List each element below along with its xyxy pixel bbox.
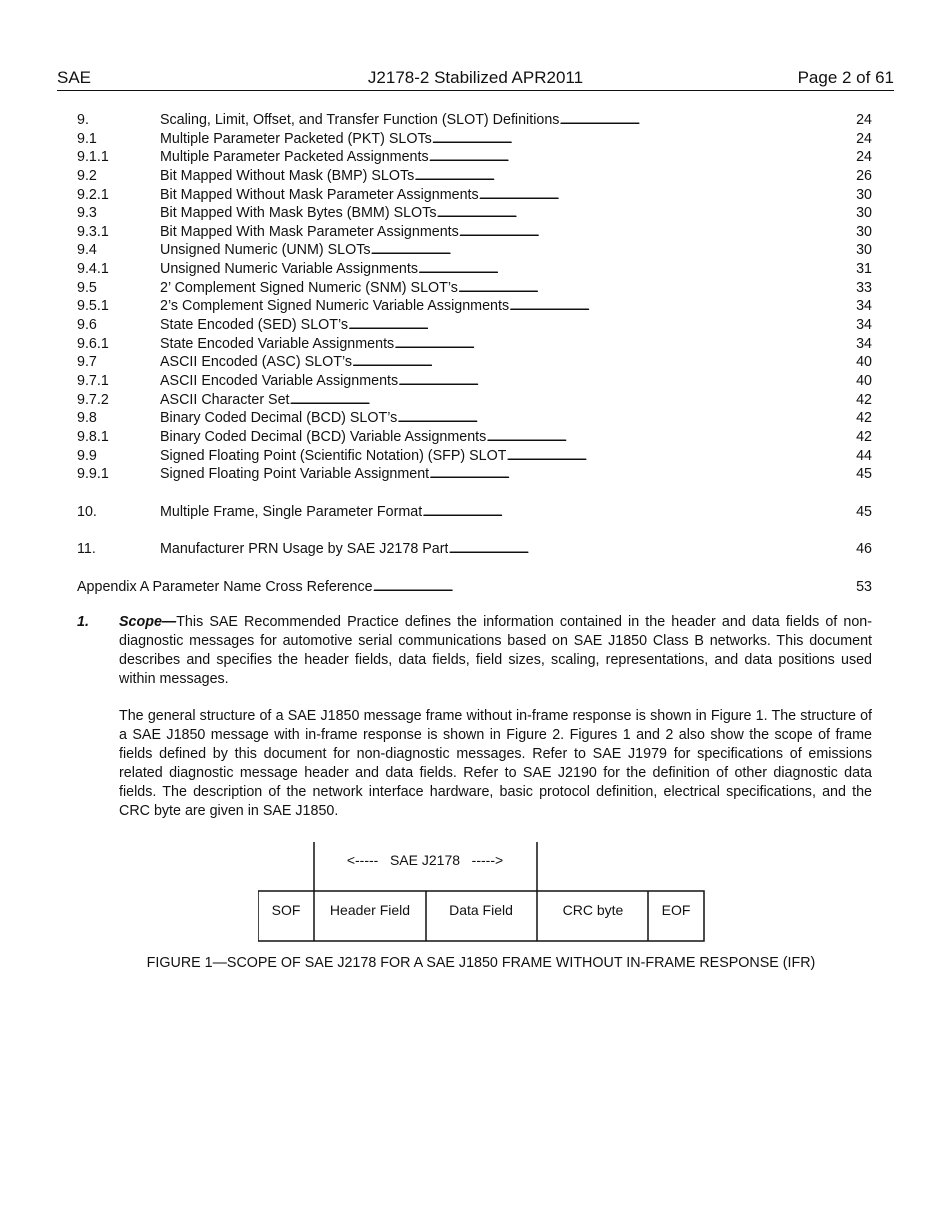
toc-entry-page: 45 (856, 503, 872, 520)
toc-entry-title: Appendix A Parameter Name Cross Reference (77, 579, 373, 596)
toc-entry-number: 9.7.2 (77, 391, 109, 408)
toc-leader-dots (397, 409, 854, 428)
toc-entry-page: 40 (856, 372, 872, 389)
toc-leader-dots (352, 353, 854, 372)
toc-leader-dots (436, 204, 854, 223)
toc-entry[interactable] (77, 540, 872, 559)
toc-entry-number: 9.3.1 (77, 223, 109, 240)
toc-entry-number: 9.6 (77, 317, 97, 334)
toc-entry-number: 9.9.1 (77, 466, 109, 483)
toc-entry-title: Signed Floating Point Variable Assignment (160, 466, 430, 483)
toc-entry-page: 30 (856, 186, 872, 203)
toc-leader-dots (459, 223, 854, 242)
figure-caption: FIGURE 1—SCOPE OF SAE J2178 FOR A SAE J1850 FRAME WITHOUT IN-FRAME RESPONSE (IFR) (146, 955, 816, 971)
toc-leader-dots (418, 260, 854, 279)
toc-leader-dots (506, 447, 854, 466)
scope-paragraph-1-text: This SAE Recommended Practice defines the information contained in the header and data fields of non-diagnostic messages for automotive serial communications based on SAE J1850 Class B networks. This document describes and specifies the header fields, data fields, field sizes, scaling, representations, and data positions used within messages. (119, 614, 872, 687)
toc-entry[interactable] (77, 465, 872, 484)
toc-entry-title: Bit Mapped Without Mask Parameter Assignments (160, 186, 479, 203)
toc-entry-title: Binary Coded Decimal (BCD) SLOT’s (160, 410, 398, 427)
toc-entry[interactable] (77, 167, 872, 186)
toc-entry-number: 9.8.1 (77, 428, 109, 445)
toc-entry-page: 46 (856, 541, 872, 558)
toc-entry-title: Multiple Frame, Single Parameter Format (160, 503, 423, 520)
toc-leader-dots (559, 111, 854, 130)
toc-entry-title: ASCII Encoded Variable Assignments (160, 372, 399, 389)
toc-entry-page: 40 (856, 354, 872, 371)
toc-entry[interactable] (77, 335, 872, 354)
toc-entry-page: 44 (856, 447, 872, 464)
toc-leader-dots (371, 241, 855, 260)
toc-entry[interactable] (77, 297, 872, 316)
toc-entry-number: 9.7.1 (77, 372, 109, 389)
toc-entry[interactable] (77, 148, 872, 167)
toc-entry-page: 24 (856, 130, 872, 147)
toc-leader-dots (422, 503, 854, 522)
toc-entry-title: Unsigned Numeric (UNM) SLOTs (160, 242, 371, 259)
toc-entry-number: 9.3 (77, 205, 97, 222)
toc-entry-title: ASCII Encoded (ASC) SLOT’s (160, 354, 353, 371)
toc-leader-dots (414, 167, 854, 186)
section-number: 1. (77, 614, 89, 630)
toc-entry-number: 9.6.1 (77, 335, 109, 352)
field-sof: SOF (271, 902, 301, 918)
toc-entry[interactable] (77, 447, 872, 466)
toc-entry-number: 11. (77, 541, 96, 558)
toc-entry[interactable] (77, 391, 872, 410)
toc-entry-title: State Encoded Variable Assignments (160, 335, 395, 352)
toc-entry-page: 24 (856, 112, 872, 128)
toc-entry-title: Scaling, Limit, Offset, and Transfer Function (SLOT) Definitions (160, 112, 560, 128)
toc-entry[interactable] (77, 578, 872, 597)
toc-entry-page: 31 (856, 261, 872, 278)
toc-entry-number: 9.2 (77, 167, 97, 184)
field-crc: CRC byte (562, 902, 624, 918)
scope-paragraph-2: The general structure of a SAE J1850 message frame without in-frame response is shown in Figure 1. The structure of a SAE J1850 message with in-frame response is shown in Figure 2. Figures 1 and 2 also show the scope of frame fields defined by this document for non-diagnostic messages. Refer to SAE J1979 for specifications of emissions related diagnostic message header and data fields. Refer to SAE J2190 for the definition of other diagnostic data fields. The description of the network interface hardware, basic protocol definition, electrical specifications, and the CRC byte are given in SAE J1850. (119, 708, 872, 819)
page-header (57, 68, 894, 91)
toc-entry-title: Bit Mapped With Mask Parameter Assignments (160, 223, 459, 240)
toc-entry-page: 30 (856, 205, 872, 222)
header-document-id: J2178-2 Stabilized APR2011 (367, 68, 584, 87)
toc-entry[interactable] (77, 409, 872, 428)
toc-entry-page: 30 (856, 223, 872, 240)
toc-leader-dots (486, 428, 854, 447)
toc-entry-title: State Encoded (SED) SLOT’s (160, 317, 349, 334)
toc-entry[interactable] (77, 372, 872, 391)
toc-entry-number: 9.1.1 (77, 149, 109, 166)
header-org: SAE (57, 68, 92, 87)
toc-entry[interactable] (77, 428, 872, 447)
toc-entry-title: Bit Mapped With Mask Bytes (BMM) SLOTs (160, 205, 437, 222)
toc-leader-dots (509, 297, 854, 316)
toc-leader-dots (429, 465, 854, 484)
table-of-contents (77, 111, 872, 597)
scope-section (77, 613, 872, 821)
toc-entry-page: 42 (856, 391, 872, 408)
toc-entry-number: 9.7 (77, 354, 97, 371)
toc-entry-title: Multiple Parameter Packeted (PKT) SLOTs (160, 130, 432, 147)
toc-entry[interactable] (77, 111, 872, 130)
toc-entry[interactable] (77, 241, 872, 260)
toc-leader-dots (448, 540, 854, 559)
toc-entry-title: Unsigned Numeric Variable Assignments (160, 261, 418, 278)
toc-entry-title: 2’ Complement Signed Numeric (SNM) SLOT’s (160, 279, 458, 296)
toc-entry[interactable] (77, 186, 872, 205)
toc-leader-dots (398, 372, 854, 391)
toc-entry[interactable] (77, 503, 872, 522)
toc-entry-title: Binary Coded Decimal (BCD) Variable Assignments (160, 428, 487, 445)
scope-paragraph-1 (119, 613, 872, 689)
toc-entry-number: 9.4 (77, 242, 97, 259)
toc-entry-page: 26 (856, 167, 872, 184)
toc-leader-dots (373, 578, 854, 597)
toc-entry-page: 34 (856, 335, 872, 352)
toc-entry[interactable] (77, 260, 872, 279)
toc-entry-title: Multiple Parameter Packeted Assignments (160, 149, 429, 166)
toc-entry-number: 9.5 (77, 279, 97, 296)
toc-entry[interactable] (77, 204, 872, 223)
toc-entry-number: 10. (77, 503, 97, 520)
toc-leader-dots (432, 130, 854, 149)
toc-entry-title: Bit Mapped Without Mask (BMP) SLOTs (160, 167, 415, 184)
toc-entry-page: 34 (856, 298, 872, 315)
toc-entry-number: 9.8 (77, 410, 97, 427)
toc-leader-dots (290, 391, 855, 410)
field-eof: EOF (661, 902, 691, 918)
toc-entry-number: 9. (77, 112, 89, 128)
toc-entry-page: 30 (856, 242, 872, 259)
toc-entry-title: Signed Floating Point (Scientific Notation) (SFP) SLOT (160, 447, 507, 464)
header-page-number: Page 2 of 61 (797, 68, 894, 87)
toc-entry-title: Manufacturer PRN Usage by SAE J2178 Part (160, 541, 449, 558)
section-heading: Scope— (119, 614, 177, 630)
toc-entry-number: 9.9 (77, 447, 97, 464)
scope-arrow-label: <----- SAE J2178 -----> (346, 852, 504, 868)
toc-entry[interactable] (77, 316, 872, 335)
toc-leader-dots (394, 335, 854, 354)
toc-leader-dots (348, 316, 854, 335)
toc-entry[interactable] (77, 353, 872, 372)
field-data: Data Field (449, 902, 513, 918)
toc-entry-page: 33 (856, 279, 872, 296)
toc-entry-title: ASCII Character Set (160, 391, 290, 408)
toc-entry-number: 9.4.1 (77, 261, 109, 278)
toc-leader-dots (458, 279, 854, 298)
toc-entry[interactable] (77, 130, 872, 149)
toc-entry-number: 9.5.1 (77, 298, 109, 315)
toc-entry-number: 9.1 (77, 130, 97, 147)
toc-entry-page: 24 (856, 149, 872, 166)
toc-entry-page: 53 (856, 579, 872, 596)
field-header: Header Field (329, 902, 411, 918)
toc-entry-page: 45 (856, 466, 872, 483)
toc-entry[interactable] (77, 223, 872, 242)
toc-entry-page: 42 (856, 410, 872, 427)
toc-entry-page: 34 (856, 317, 872, 334)
toc-entry-page: 42 (856, 428, 872, 445)
toc-entry-title: 2’s Complement Signed Numeric Variable Assignments (160, 298, 510, 315)
toc-entry-number: 9.2.1 (77, 186, 109, 203)
toc-leader-dots (429, 148, 855, 167)
toc-entry[interactable] (77, 279, 872, 298)
frame-structure-figure (258, 840, 706, 942)
toc-leader-dots (479, 186, 854, 205)
